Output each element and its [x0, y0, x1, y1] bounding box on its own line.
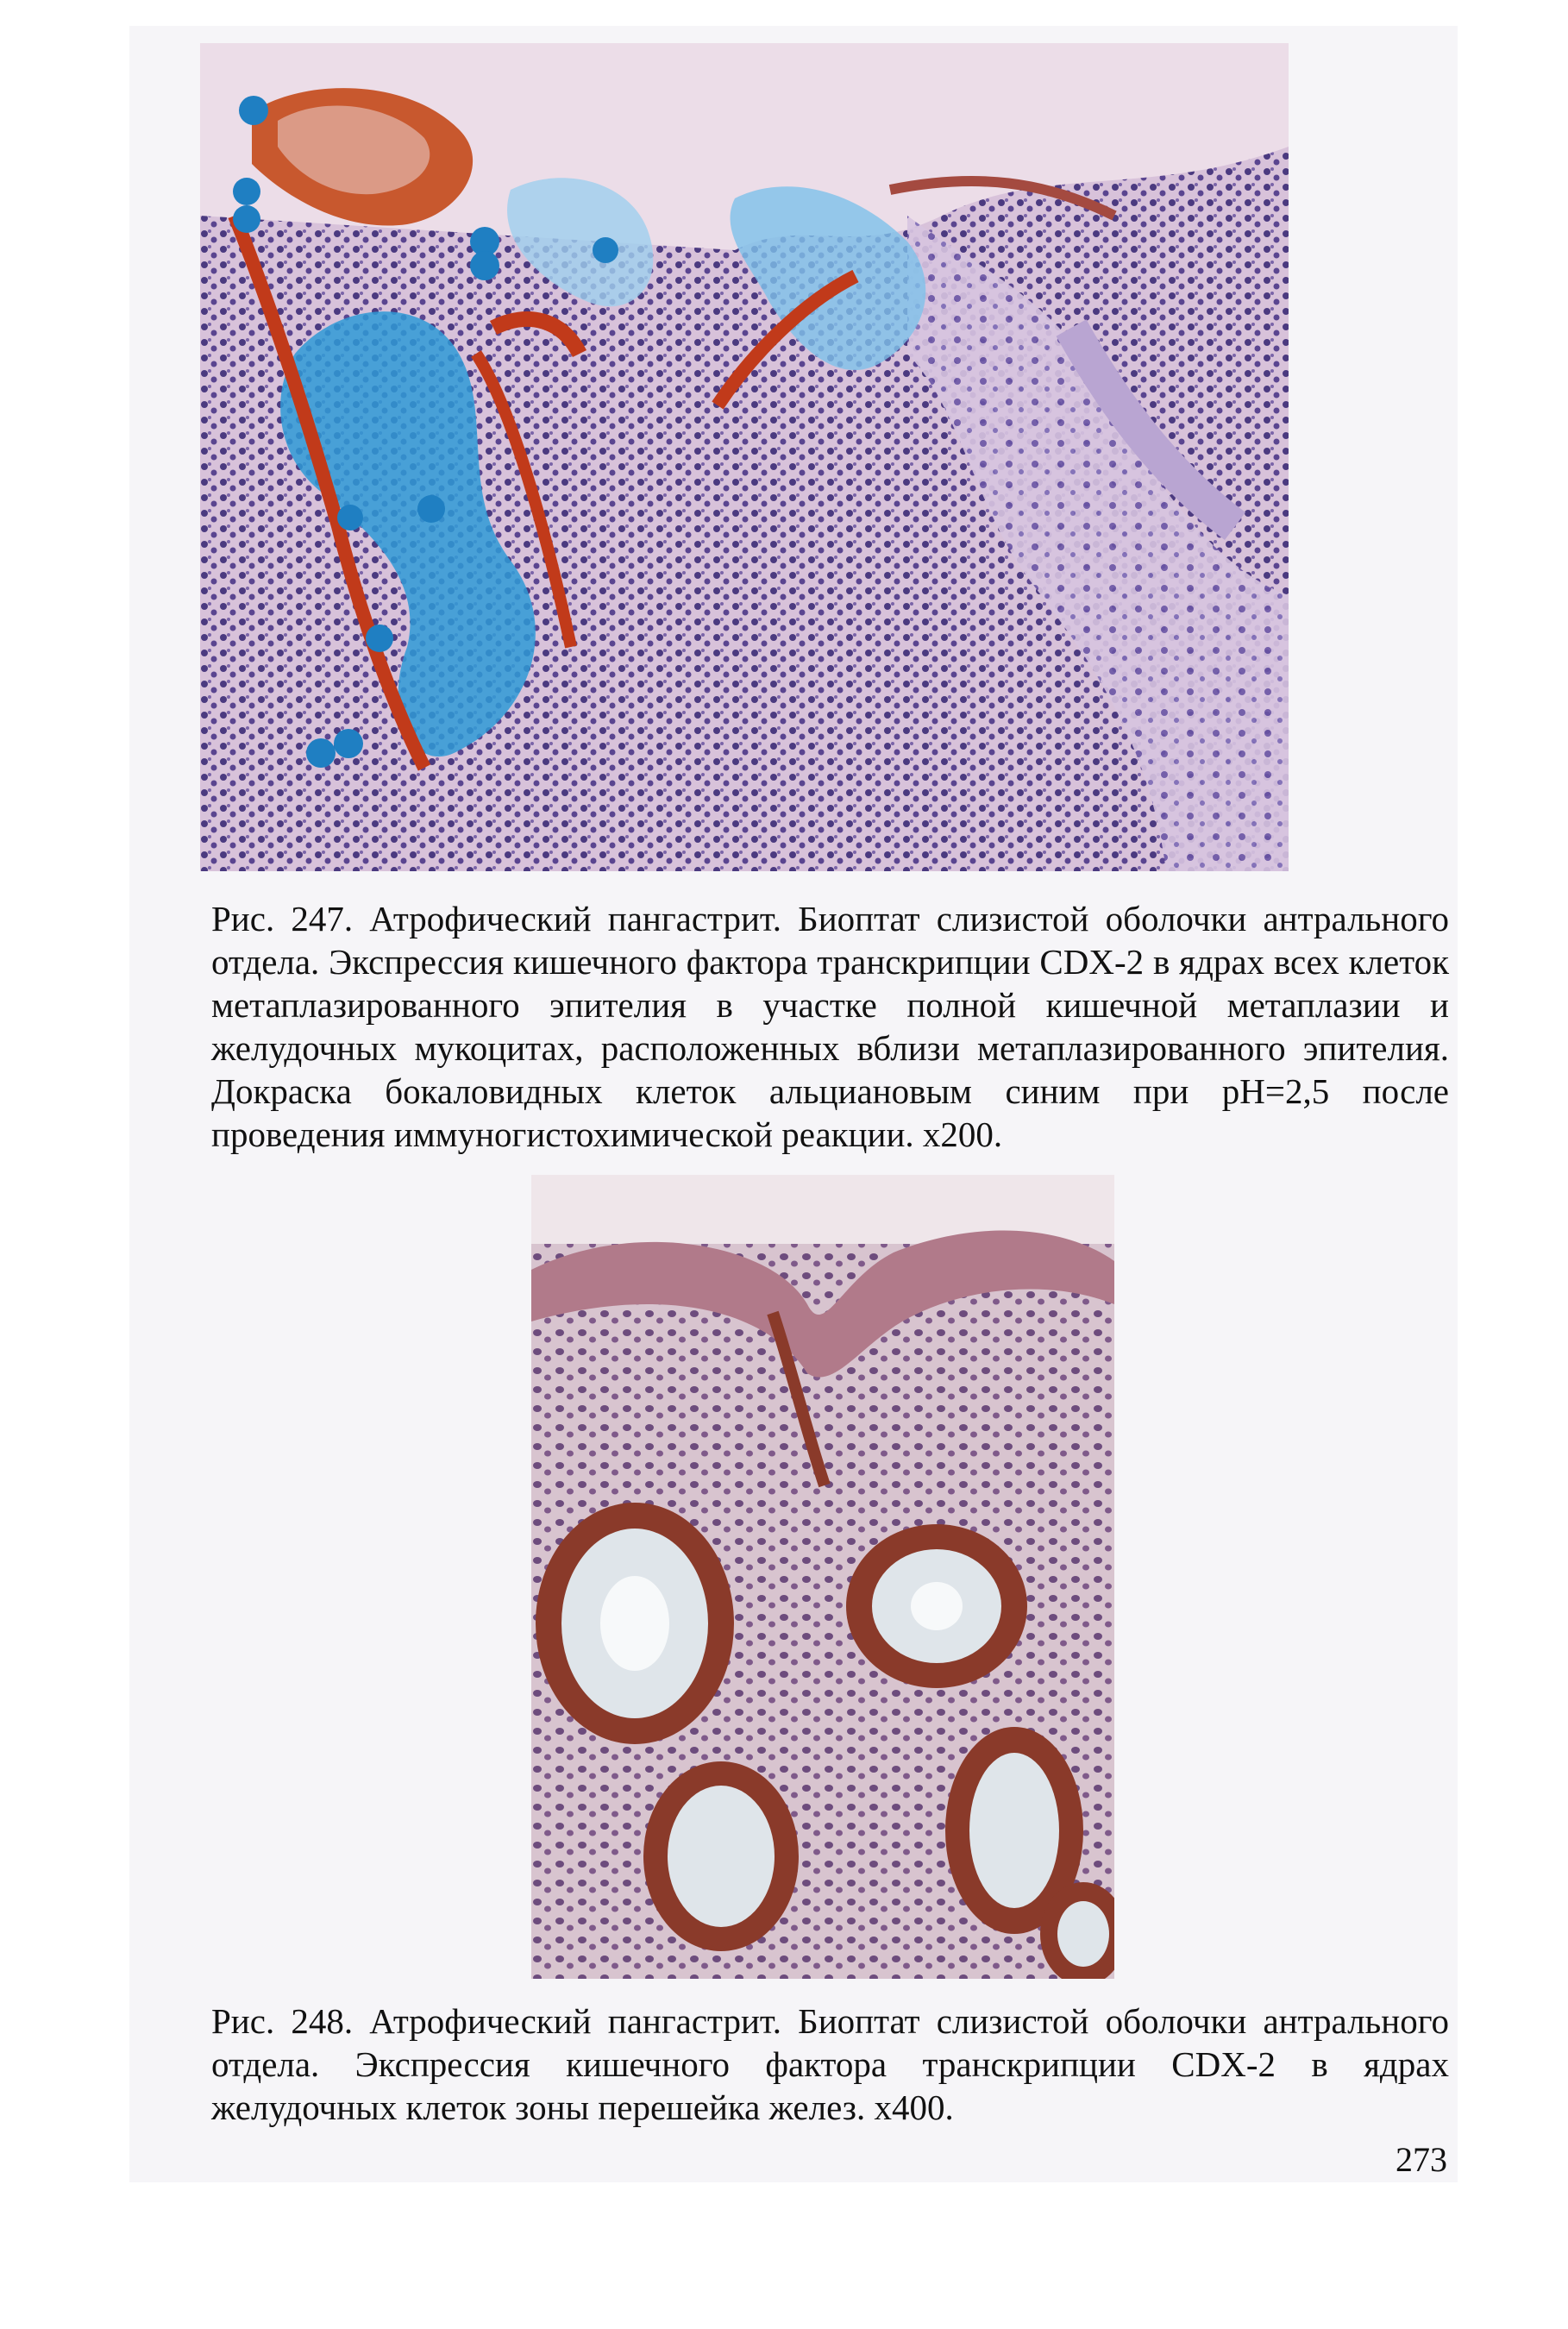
figure-248-caption-text: Рис. 248. Атрофический пангастрит. Биоптат слизистой оболочки антрального отдела. Экспрессия кишечного фактора транскрипции CDX-2 в ядрах желудочных клеток зоны перешейка желез. х400.: [211, 2001, 1449, 2127]
micrograph-figure-248: [531, 1175, 1114, 1979]
micrograph-248-image: [531, 1175, 1114, 1979]
micrograph-figure-247: [200, 43, 1289, 871]
micrograph-247-image: [200, 43, 1289, 871]
figure-247-caption: [129, 897, 1449, 1156]
figure-247-caption-text: Рис. 247. Атрофический пангастрит. Биоптат слизистой оболочки антрального отдела. Экспрессия кишечного фактора транскрипции CDX-2 в ядрах всех клеток метаплазированного эпителия в участке полной кишечной метаплазии и желудочных мукоцитах, расположенных вблизи метаплазированного эпителия. Докраска бокаловидных клеток альциановым синим при pH=2,5 после проведения иммуногистохимической реакции. х200.: [211, 899, 1449, 1154]
figure-248-caption: [129, 1999, 1449, 2129]
page-number: 273: [1396, 2140, 1447, 2179]
